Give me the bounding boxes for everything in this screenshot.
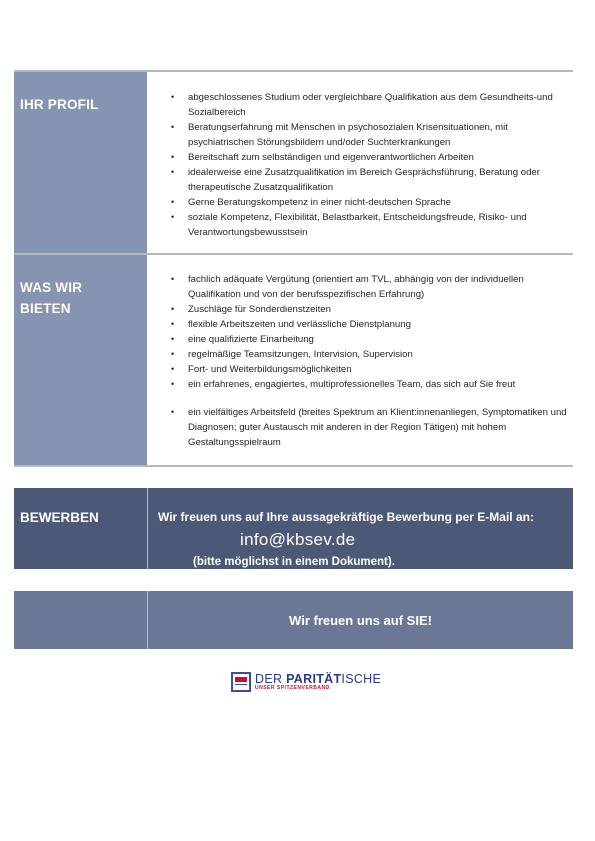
- list-item: • eine qualifizierte Einarbeitung: [188, 332, 573, 347]
- paritaetische-logo: [231, 672, 381, 692]
- profile-section: [14, 72, 573, 253]
- list-item: • fachlich adäquate Vergütung (orientiert am TVL, abhängig von der individuellen Qualifikation und von der berufsspezifischen Erfahrung): [188, 272, 573, 302]
- list-item: • abgeschlossenes Studium oder vergleichbare Qualifikation aus dem Gesundheits-und Sozialbereich: [188, 90, 573, 120]
- profile-heading: IHR PROFIL: [14, 72, 147, 253]
- list-item: • ein erfahrenes, engagiertes, multiprofessionelles Team, das sich auf Sie freut: [188, 377, 573, 392]
- list-item: • soziale Kompetenz, Flexibilität, Belastbarkeit, Entscheidungsfreude, Risiko- und Verantwortungsbewusstsein: [188, 210, 573, 240]
- list-item: • Zuschläge für Sonderdienstzeiten: [188, 302, 573, 317]
- apply-instruction: Wir freuen uns auf Ihre aussagekräftige Bewerbung per E-Mail an:: [158, 510, 534, 524]
- list-item: • regelmäßige Teamsitzungen, Intervision, Supervision: [188, 347, 573, 362]
- offer-heading: WAS WIR BIETEN: [14, 255, 147, 465]
- apply-heading: BEWERBEN: [14, 488, 147, 569]
- apply-note: (bitte möglichst in einem Dokument).: [193, 556, 395, 568]
- email-address[interactable]: info@kbsev.de: [240, 530, 356, 549]
- offer-section: [14, 255, 573, 465]
- list-item: • idealerweise eine Zusatzqualifikation im Bereich Gesprächsführung, Beratung oder therapeutische Zusatzqualifikation: [188, 165, 573, 195]
- bottom-divider: [14, 465, 573, 467]
- thanks-band: [14, 591, 573, 649]
- offer-list: [169, 272, 573, 450]
- list-item: • ein vielfältiges Arbeitsfeld (breites Spektrum an Klient:innenanliegen, Symptomatiken und Diagnosen; guter Austausch mit anderen in der Region Tätigen) mit hohem Gestaltungsspielraum: [188, 405, 573, 450]
- list-item: • Bereitschaft zum selbständigen und eigenverantwortlichen Arbeiten: [188, 150, 573, 165]
- logo-subtitle: UNSER SPITZENVERBAND: [255, 685, 330, 692]
- apply-band: [14, 488, 573, 569]
- list-item: • Gerne Beratungskompetenz in einer nicht-deutschen Sprache: [188, 195, 573, 210]
- thanks-message: Wir freuen uns auf SIE!: [289, 613, 432, 628]
- list-item: • flexible Arbeitszeiten und verlässliche Dienstplanung: [188, 317, 573, 332]
- list-item: • Fort- und Weiterbildungsmöglichkeiten: [188, 362, 573, 377]
- profile-list: [169, 90, 573, 240]
- logo-icon: [231, 672, 251, 692]
- list-item: • Beratungserfahrung mit Menschen in psychosozialen Krisensituationen, mit psychiatrischen Störungsbildern und/oder Suchterkrankungen: [188, 120, 573, 150]
- logo-title: DER PARITÄTISCHE: [255, 671, 382, 686]
